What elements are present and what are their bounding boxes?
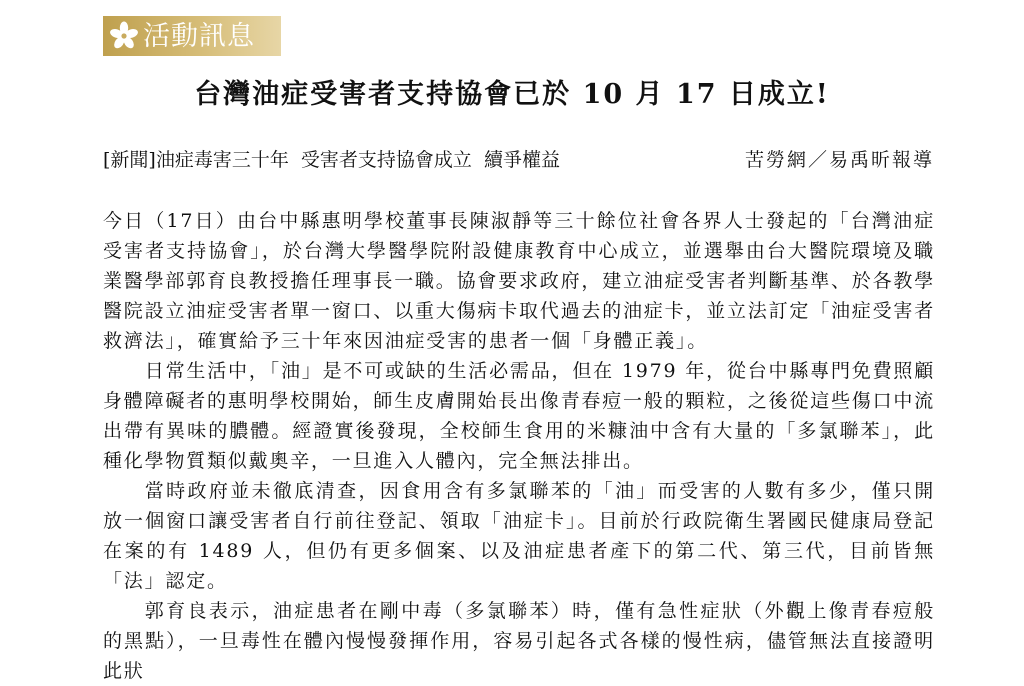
flower-icon <box>109 21 139 51</box>
article-paragraph: 日常生活中，「油」是不可或缺的生活必需品，但在 1979 年，從台中縣專門免費照顧身體障礙者的惠明學校開始，師生皮膚開始長出像青春痘一般的顆粒，之後從這些傷口中流出帶有異味的膿體。經證實後發現，全校師生食用的米糠油中含有大量的「多氯聯苯」，此種化學物質類似戴奧辛，一旦進入人體內，完全無法排出。 <box>103 360 936 472</box>
article-paragraph: 今日（17日）由台中縣惠明學校董事長陳淑靜等三十餘位社會各界人士發起的「台灣油症受害者支持協會」，於台灣大學醫學院附設健康教育中心成立，並選舉由台大醫院環境及職業醫學部郭育良教授擔任理事長一職。協會要求政府，建立油症受害者判斷基準、於各教學醫院設立油症受害者單一窗口、以重大傷病卡取代過去的油症卡，並立法訂定「油症受害者救濟法」，確實給予三十年來因油症受害的患者一個「身體正義」。 <box>103 210 936 352</box>
section-banner <box>103 16 281 56</box>
article-paragraph: 當時政府並未徹底清查，因食用含有多氯聯苯的「油」而受害的人數有多少，僅只開放一個窗口讓受害者自行前往登記、領取「油症卡」。目前於行政院衛生署國民健康局登記在案的有 1489 人，但仍有更多個案、以及油症患者產下的第二代、第三代，目前皆無「法」認定。 <box>103 480 935 592</box>
section-title: 活動訊息 <box>143 20 255 52</box>
byline: 苦勞網／易禹昕報導 <box>745 149 935 171</box>
news-subheading: [新聞]油症毒害三十年 受害者支持協會成立 續爭權益 <box>103 149 560 171</box>
article-paragraph: 郭育良表示，油症患者在剛中毒（多氯聯苯）時，僅有急性症狀（外觀上像青春痘般的黑點），一旦毒性在體內慢慢發揮作用，容易引起各式各樣的慢性病，儘管無法直接證明此狀 <box>103 600 935 682</box>
article-body <box>103 206 935 686</box>
article-headline: 台灣油症受害者支持協會已於 10 月 17 日成立! <box>194 79 830 110</box>
